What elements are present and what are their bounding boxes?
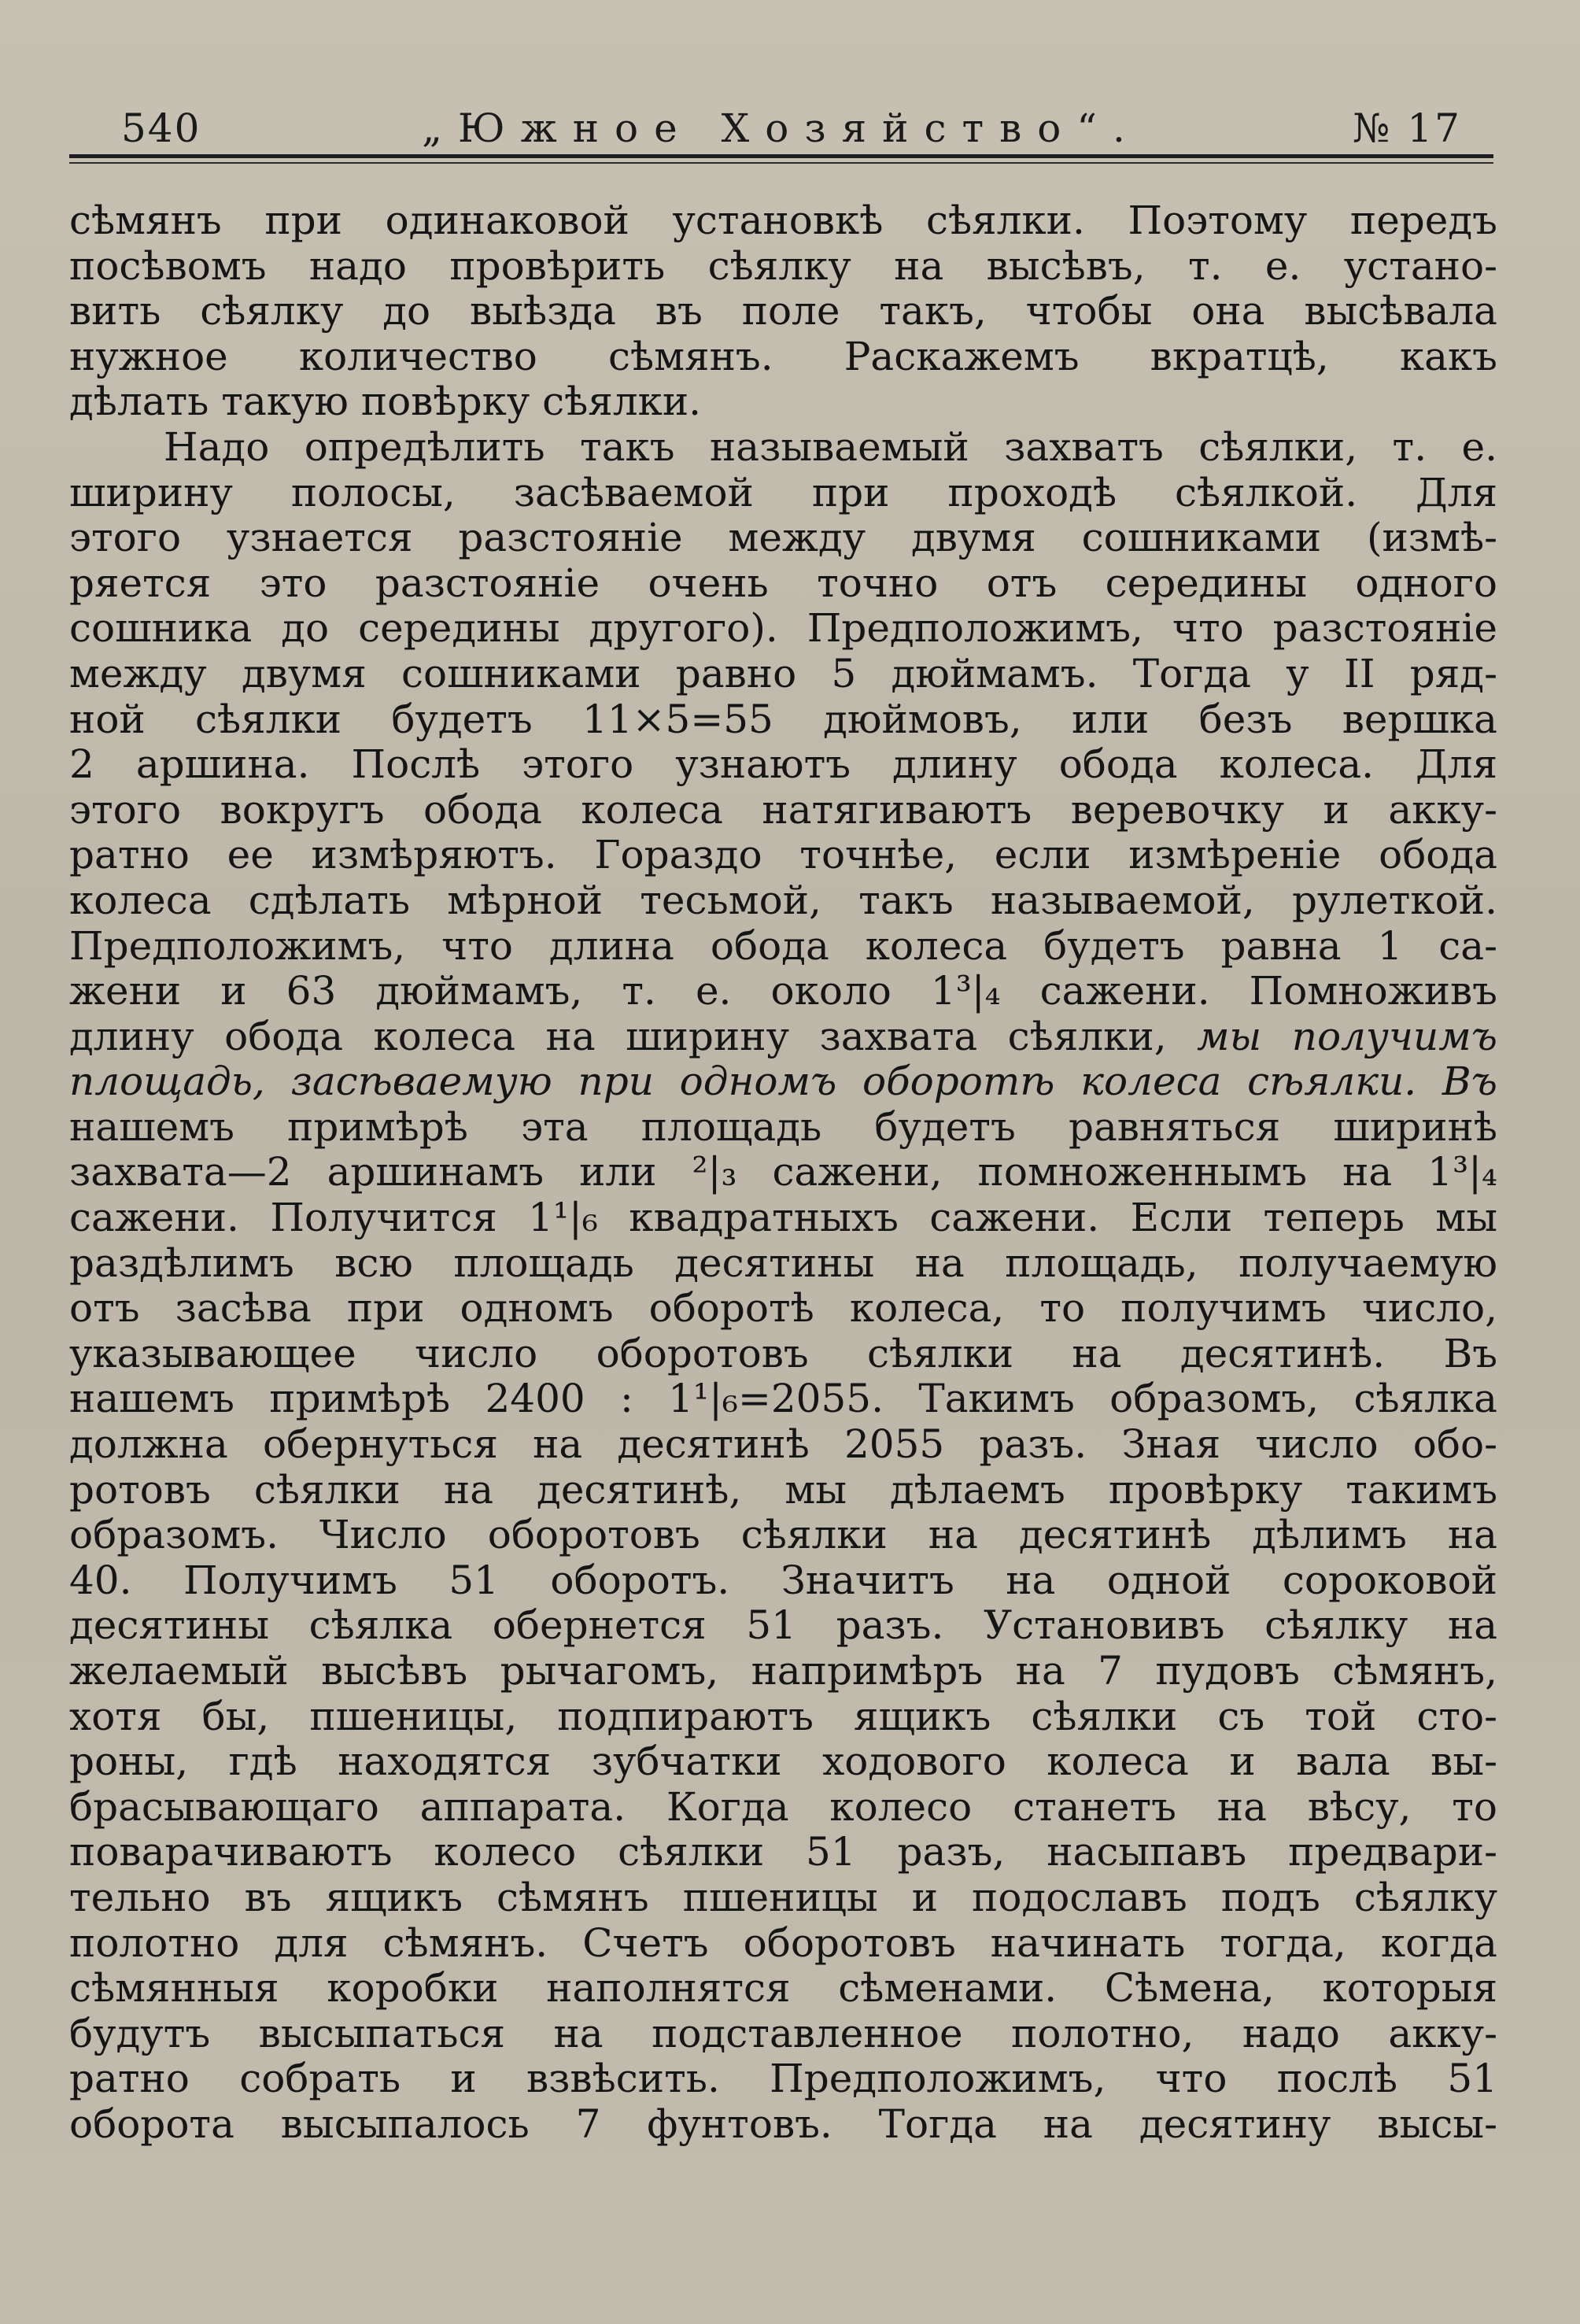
text-line: должна обернуться на десятинѣ 2055 разъ. Зная число обо- (69, 1421, 1497, 1468)
text-line: этого вокругъ обода колеса натягиваютъ веревочку и акку- (69, 786, 1497, 833)
text-line: отъ засѣва при одномъ оборотѣ колеса, то получимъ число, (69, 1285, 1497, 1332)
journal-title: „Южное Хозяйство“. (422, 105, 1141, 151)
page-number: 540 (121, 105, 201, 151)
text-line: сажени. Получится 1¹|₆ квадратныхъ сажени. Если теперь мы (69, 1195, 1497, 1241)
text-fragment: длину обода колеса на ширину захвата сѣялки, (69, 1013, 1167, 1059)
text-line: Предположимъ, что длина обода колеса будетъ равна 1 са- (69, 922, 1497, 969)
text-line: сѣмянныя коробки наполнятся сѣменами. Сѣмена, которыя (69, 1965, 1497, 2012)
text-line: 2 аршина. Послѣ этого узнаютъ длину обода колеса. Для (69, 741, 1497, 788)
text-line: ратно ее измѣряютъ. Гораздо точнѣе, если измѣреніе обода (69, 832, 1497, 878)
header-rule-thick (69, 154, 1493, 158)
header-rule-thin (69, 162, 1493, 164)
text-line: ширину полосы, засѣваемой при проходѣ сѣялкой. Для (69, 469, 1497, 515)
text-line: Надо опредѣлить такъ называемый захватъ сѣялки, т. е. (164, 423, 1497, 470)
text-line: будутъ высыпаться на подставленное полотно, надо акку- (69, 2010, 1497, 2056)
text-line: ной сѣялки будетъ 11×5=55 дюймовъ, или безъ вершка (69, 696, 1497, 742)
text-line: десятины сѣялка обернется 51 разъ. Установивъ сѣялку на (69, 1602, 1497, 1649)
text-line: жени и 63 дюймамъ, т. е. около 1³|₄ сажени. Помноживъ (69, 968, 1497, 1014)
text-line: хотя бы, пшеницы, подпираютъ ящикъ сѣялки съ той сто- (69, 1693, 1497, 1739)
text-line: этого узнается разстояніе между двумя сошниками (измѣ- (69, 515, 1497, 561)
text-line: захвата—2 аршинамъ или ²|₃ сажени, помноженнымъ на 1³|₄ (69, 1149, 1497, 1195)
text-line: ратно собрать и взвѣсить. Предположимъ, что послѣ 51 (69, 2056, 1497, 2102)
text-line: поварачиваютъ колесо сѣялки 51 разъ, насыпавъ предвари- (69, 1829, 1497, 1875)
text-line-italic: площадь, засѣваемую при одномъ оборотѣ колеса сѣялки. Въ (69, 1059, 1497, 1105)
text-line: сѣмянъ при одинаковой установкѣ сѣялки. Поэтому передъ (69, 198, 1497, 243)
text-line: дѣлать такую повѣрку сѣялки. (69, 379, 702, 425)
text-line: вить сѣялку до выѣзда въ поле такъ, чтобы она высѣвала (69, 288, 1497, 334)
text-line: образомъ. Число оборотовъ сѣялки на десятинѣ дѣлимъ на (69, 1512, 1497, 1558)
issue-number: № 17 (1353, 105, 1462, 151)
text-line: раздѣлимъ всю площадь десятины на площадь, получаемую (69, 1240, 1497, 1286)
text-line: нашемъ примѣрѣ 2400 : 1¹|₆=2055. Такимъ образомъ, сѣялка (69, 1376, 1497, 1422)
text-line: тельно въ ящикъ сѣмянъ пшеницы и подославъ подъ сѣялку (69, 1874, 1497, 1920)
text-line: ротовъ сѣялки на десятинѣ, мы дѣлаемъ провѣрку такимъ (69, 1466, 1497, 1513)
text-line-with-italic (69, 1014, 1497, 1060)
article-body (69, 198, 1497, 2148)
text-line: между двумя сошниками равно 5 дюймамъ. Тогда у II ряд- (69, 650, 1497, 696)
text-line: указывающее число оборотовъ сѣялки на десятинѣ. Въ (69, 1330, 1497, 1376)
text-line: роны, гдѣ находятся зубчатки ходового колеса и вала вы- (69, 1738, 1497, 1785)
text-line: сошника до середины другого). Предположимъ, что разстояніе (69, 605, 1497, 652)
text-line: брасывающаго аппарата. Когда колесо станетъ на вѣсу, то (69, 1783, 1497, 1830)
text-line: колеса сдѣлать мѣрной тесьмой, такъ называемой, рулеткой. (69, 877, 1497, 923)
text-line: полотно для сѣмянъ. Счетъ оборотовъ начинать тогда, когда (69, 1919, 1497, 1966)
text-line: нужное количество сѣмянъ. Раскажемъ вкратцѣ, какъ (69, 333, 1497, 379)
text-line: желаемый высѣвъ рычагомъ, напримѣръ на 7 пудовъ сѣмянъ, (69, 1648, 1497, 1694)
text-line: 40. Получимъ 51 оборотъ. Значитъ на одной сороковой (69, 1557, 1497, 1603)
text-line: ряется это разстояніе очень точно отъ середины одного (69, 560, 1497, 606)
italic-fragment: мы получимъ (1197, 1013, 1497, 1059)
text-line: оборота высыпалось 7 фунтовъ. Тогда на десятину высы- (69, 2100, 1497, 2147)
text-line: посѣвомъ надо провѣрить сѣялку на высѣвъ, т. е. устано- (69, 242, 1497, 289)
running-header (69, 101, 1493, 156)
text-line: нашемъ примѣрѣ эта площадь будетъ равняться ширинѣ (69, 1103, 1497, 1150)
